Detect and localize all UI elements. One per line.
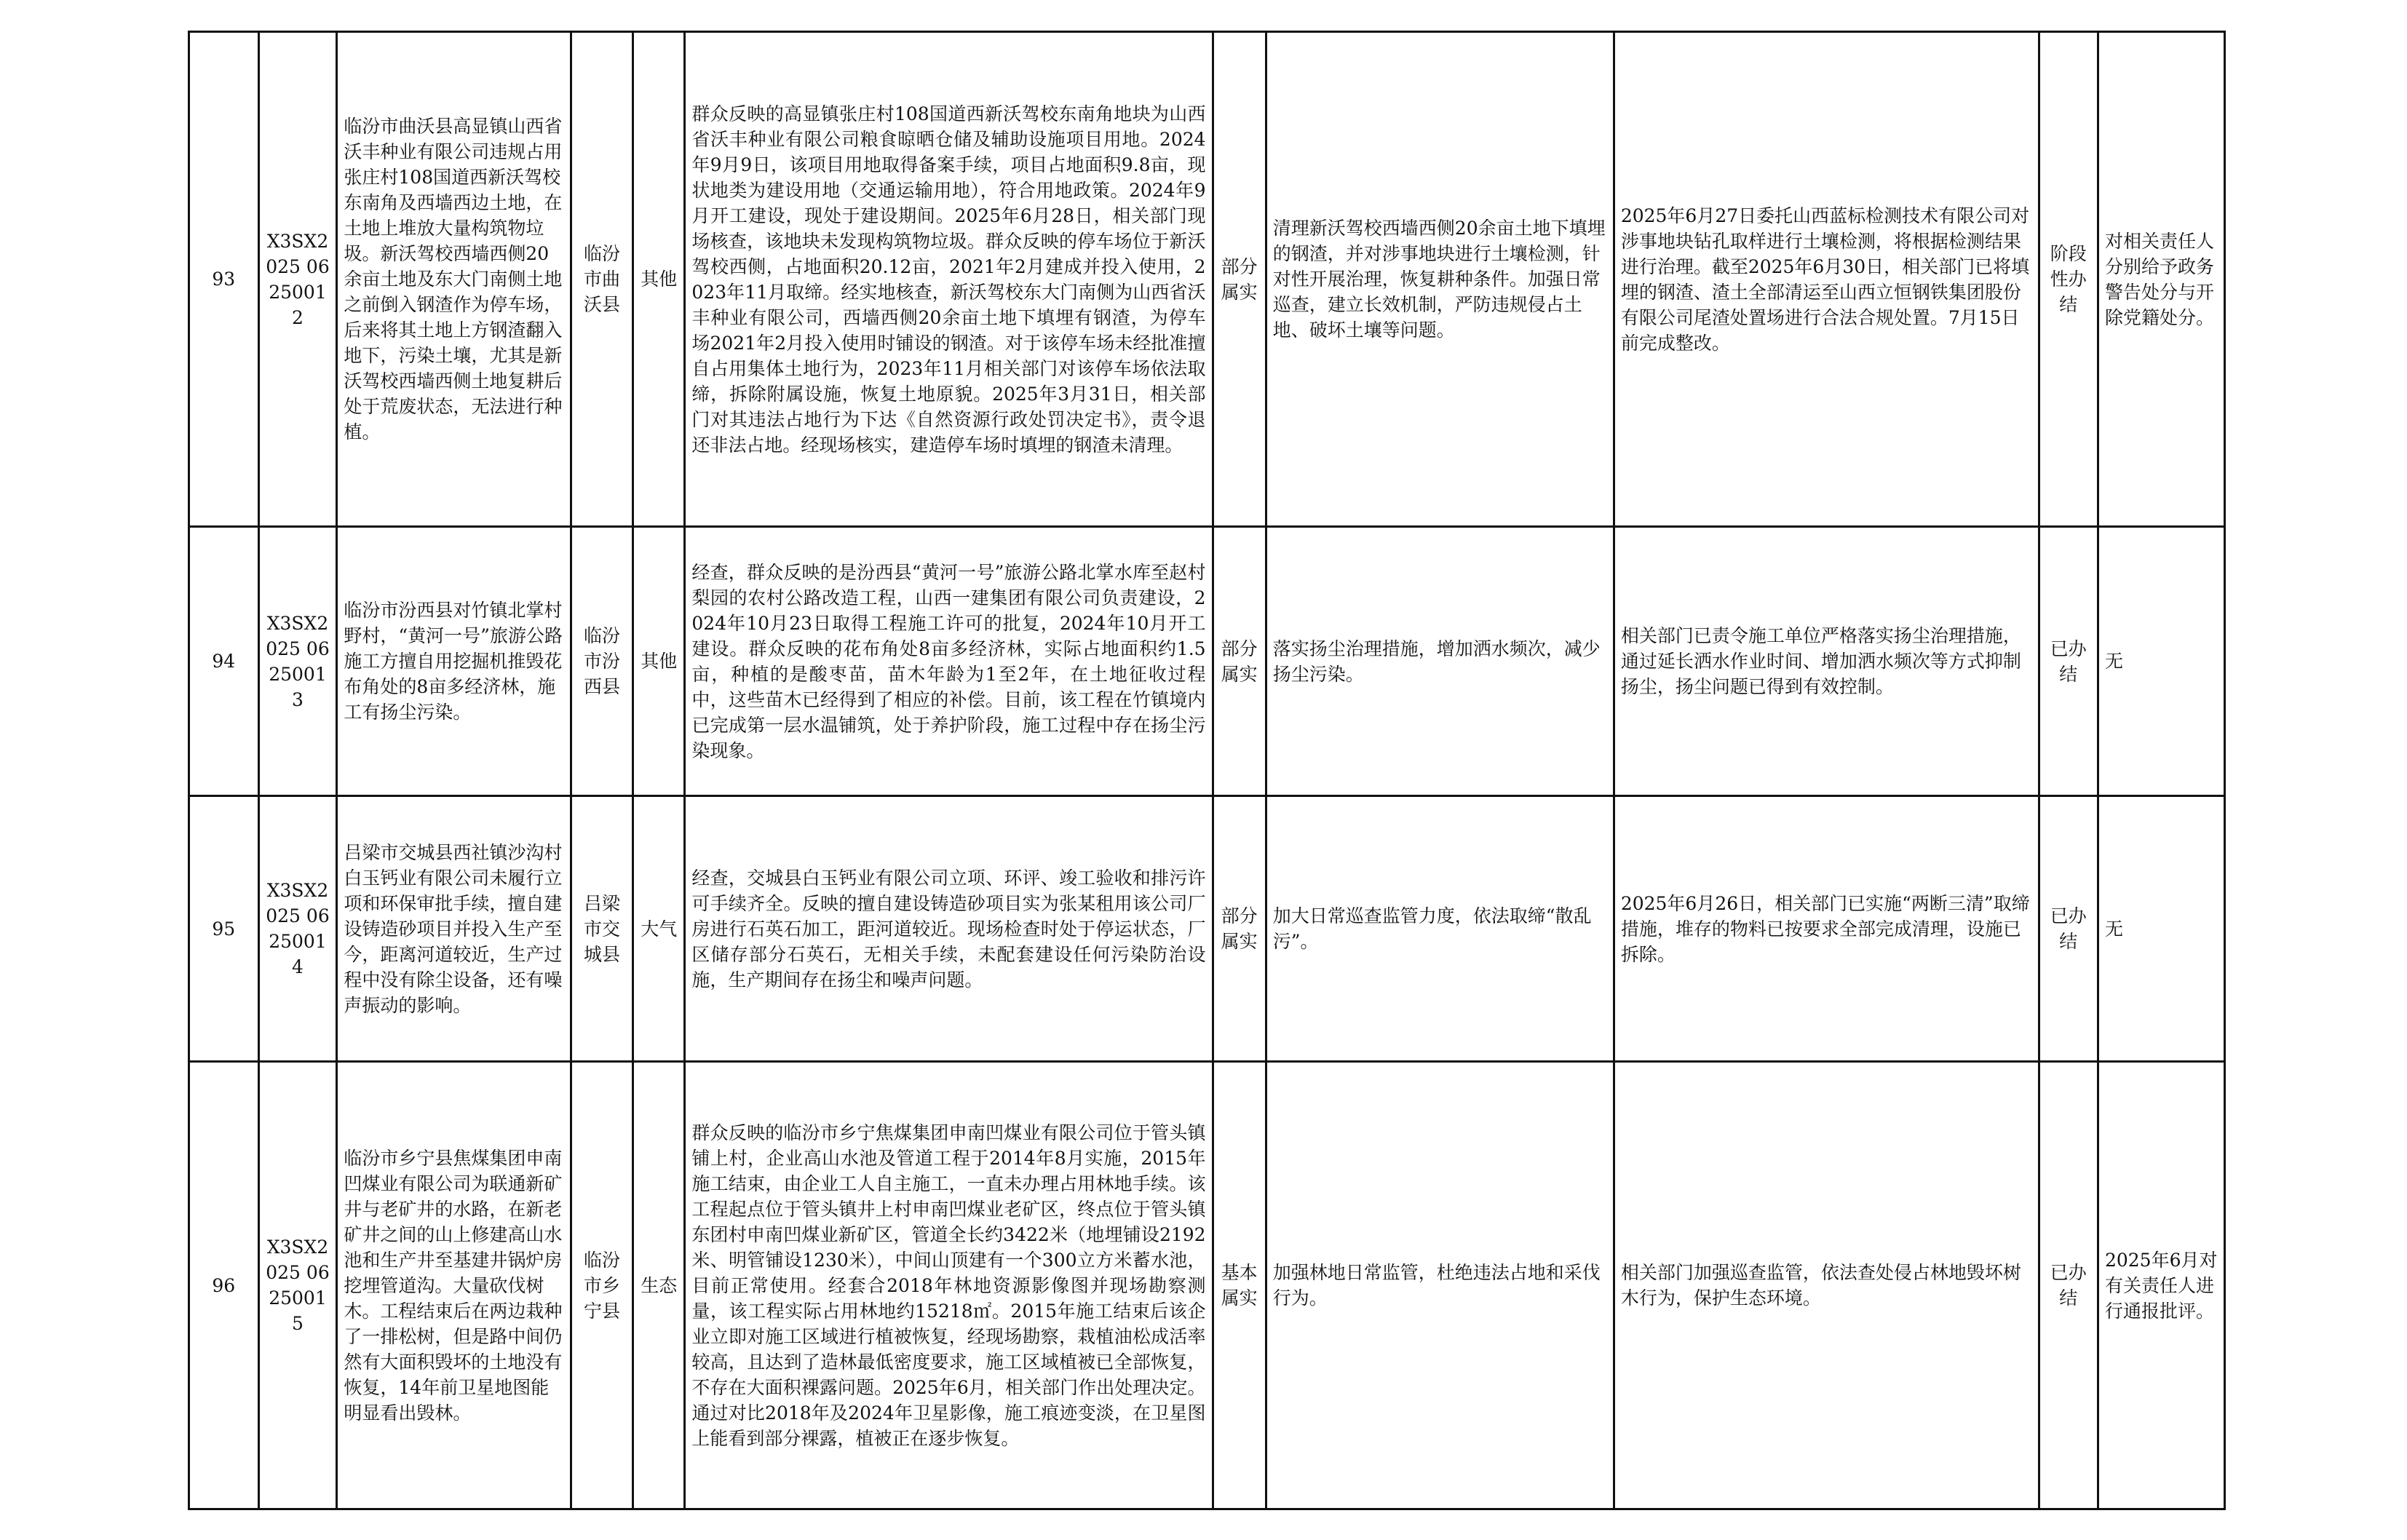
rectification-measures: 落实扬尘治理措施，增加洒水频次，减少扬尘污染。 (1266, 527, 1614, 796)
table-row (189, 1062, 2225, 1509)
case-id: X3SX2025 06250015 (258, 1062, 337, 1509)
completion-stage: 已办结 (2039, 796, 2098, 1062)
verification-details: 经查，交城县白玉钙业有限公司立项、环评、竣工验收和排污许可手续齐全。反映的擅自建设铸造砂项目实为张某租用该公司厂房进行石英石加工，距河道较近。现场检查时处于停运状态，厂区储存部分石英石，无相关手续，未配套建设任何污染防治设施，生产期间存在扬尘和噪声问题。 (685, 796, 1213, 1062)
rectification-measures: 加大日常巡查监管力度，依法取缔“散乱污”。 (1266, 796, 1614, 1062)
verification-status: 部分属实 (1213, 796, 1266, 1062)
verification-status: 部分属实 (1213, 527, 1266, 796)
verification-details: 群众反映的高显镇张庄村108国道西新沃驾校东南角地块为山西省沃丰种业有限公司粮食晾晒仓储及辅助设施项目用地。2024年9月9日，该项目用地取得备案手续，项目占地面积9.8亩，现状地类为建设用地（交通运输用地），符合用地政策。2024年9月开工建设，现处于建设期间。2025年6月28日，相关部门现场核查，该地块未发现构筑物垃圾。群众反映的停车场位于新沃驾校西侧，占地面积20.12亩，2021年2月建成并投入使用，2023年11月取缔。经实地核查，新沃驾校东大门南侧为山西省沃丰种业有限公司，西墙西侧20余亩土地下填埋有钢渣，为停车场2021年2月投入使用时铺设的钢渣。对于该停车场未经批准擅自占用集体土地行为，2023年11月相关部门对该停车场依法取缔，拆除附属设施，恢复土地原貌。2025年3月31日，相关部门对其违法占地行为下达《自然资源行政处罚决定书》，责令退还非法占地。经现场核实，建造停车场时填埋的钢渣未清理。 (685, 32, 1213, 527)
accountability: 无 (2098, 527, 2224, 796)
row-number: 94 (189, 527, 259, 796)
verification-status: 部分属实 (1213, 32, 1266, 527)
complaint-table (188, 31, 2226, 1510)
verification-status: 基本属实 (1213, 1062, 1266, 1509)
accountability: 对相关责任人分别给予政务警告处分与开除党籍处分。 (2098, 32, 2224, 527)
region: 吕梁市交城县 (571, 796, 633, 1062)
table-row (189, 527, 2225, 796)
rectification-result: 相关部门已责令施工单位严格落实扬尘治理措施，通过延长洒水作业时间、增加洒水频次等方式抑制扬尘，扬尘问题已得到有效控制。 (1614, 527, 2039, 796)
table-row (189, 796, 2225, 1062)
pollution-type: 大气 (633, 796, 685, 1062)
complaint-content: 临汾市汾西县对竹镇北掌村野村，“黄河一号”旅游公路施工方擅自用挖掘机推毁花布角处的8亩多经济林，施工有扬尘污染。 (337, 527, 571, 796)
accountability: 2025年6月对有关责任人进行通报批评。 (2098, 1062, 2224, 1509)
case-id: X3SX2025 06250012 (258, 32, 337, 527)
complaint-content: 临汾市乡宁县焦煤集团申南凹煤业有限公司为联通新矿井与老矿井的水路，在新老矿井之间的山上修建高山水池和生产井至基建井锅炉房挖埋管道沟。大量砍伐树木。工程结束后在两边栽种了一排松树，但是路中间仍然有大面积毁坏的土地没有恢复，14年前卫星地图能明显看出毁林。 (337, 1062, 571, 1509)
pollution-type: 其他 (633, 32, 685, 527)
region: 临汾市乡宁县 (571, 1062, 633, 1509)
row-number: 96 (189, 1062, 259, 1509)
rectification-result: 2025年6月27日委托山西蓝标检测技术有限公司对涉事地块钻孔取样进行土壤检测，将根据检测结果进行治理。截至2025年6月30日，相关部门已将填埋的钢渣、渣土全部清运至山西立恒钢铁集团股份有限公司尾渣处置场进行合法合规处置。7月15日前完成整改。 (1614, 32, 2039, 527)
verification-details: 经查，群众反映的是汾西县“黄河一号”旅游公路北掌水库至赵村梨园的农村公路改造工程，山西一建集团有限公司负责建设，2024年10月23日取得工程施工许可的批复，2024年10月开工建设。群众反映的花布角处8亩多经济林，实际占地面积约1.5亩，种植的是酸枣苗，苗木年龄为1至2年，在土地征收过程中，这些苗木已经得到了相应的补偿。目前，该工程在竹镇境内已完成第一层水温铺筑，处于养护阶段，施工过程中存在扬尘污染现象。 (685, 527, 1213, 796)
pollution-type: 生态 (633, 1062, 685, 1509)
region: 临汾市曲沃县 (571, 32, 633, 527)
row-number: 95 (189, 796, 259, 1062)
rectification-result: 2025年6月26日，相关部门已实施“两断三清”取缔措施，堆存的物料已按要求全部完成清理，设施已拆除。 (1614, 796, 2039, 1062)
rectification-result: 相关部门加强巡查监管，依法查处侵占林地毁坏树木行为，保护生态环境。 (1614, 1062, 2039, 1509)
case-id: X3SX2025 06250013 (258, 527, 337, 796)
complaint-content: 临汾市曲沃县高显镇山西省沃丰种业有限公司违规占用张庄村108国道西新沃驾校东南角及西墙西边土地，在土地上堆放大量构筑物垃圾。新沃驾校西墙西侧20余亩土地及东大门南侧土地之前倒入钢渣作为停车场，后来将其土地上方钢渣翻入地下，污染土壤，尤其是新沃驾校西墙西侧土地复耕后处于荒废状态，无法进行种植。 (337, 32, 571, 527)
region: 临汾市汾西县 (571, 527, 633, 796)
pollution-type: 其他 (633, 527, 685, 796)
rectification-measures: 加强林地日常监管，杜绝违法占地和采伐行为。 (1266, 1062, 1614, 1509)
completion-stage: 阶段性办结 (2039, 32, 2098, 527)
accountability: 无 (2098, 796, 2224, 1062)
completion-stage: 已办结 (2039, 527, 2098, 796)
row-number: 93 (189, 32, 259, 527)
verification-details: 群众反映的临汾市乡宁焦煤集团申南凹煤业有限公司位于管头镇铺上村，企业高山水池及管道工程于2014年8月实施，2015年施工结束，由企业工人自主施工，一直未办理占用林地手续。该工程起点位于管头镇井上村申南凹煤业老矿区，终点位于管头镇东团村申南凹煤业新矿区，管道全长约3422米（地埋铺设2192米、明管铺设1230米），中间山顶建有一个300立方米蓄水池，目前正常使用。经套合2018年林地资源影像图并现场勘察测量，该工程实际占用林地约15218㎡。2015年施工结束后该企业立即对施工区域进行植被恢复，经现场勘察，栽植油松成活率较高，且达到了造林最低密度要求，施工区域植被已全部恢复，不存在大面积裸露问题。2025年6月，相关部门作出处理决定。通过对比2018年及2024年卫星影像，施工痕迹变淡，在卫星图上能看到部分裸露，植被正在逐步恢复。 (685, 1062, 1213, 1509)
completion-stage: 已办结 (2039, 1062, 2098, 1509)
case-id: X3SX2025 06250014 (258, 796, 337, 1062)
rectification-measures: 清理新沃驾校西墙西侧20余亩土地下填埋的钢渣，并对涉事地块进行土壤检测，针对性开展治理，恢复耕种条件。加强日常巡查，建立长效机制，严防违规侵占土地、破坏土壤等问题。 (1266, 32, 1614, 527)
table-row (189, 32, 2225, 527)
complaint-content: 吕梁市交城县西社镇沙沟村白玉钙业有限公司未履行立项和环保审批手续，擅自建设铸造砂项目并投入生产至今，距离河道较近，生产过程中没有除尘设备，还有噪声振动的影响。 (337, 796, 571, 1062)
